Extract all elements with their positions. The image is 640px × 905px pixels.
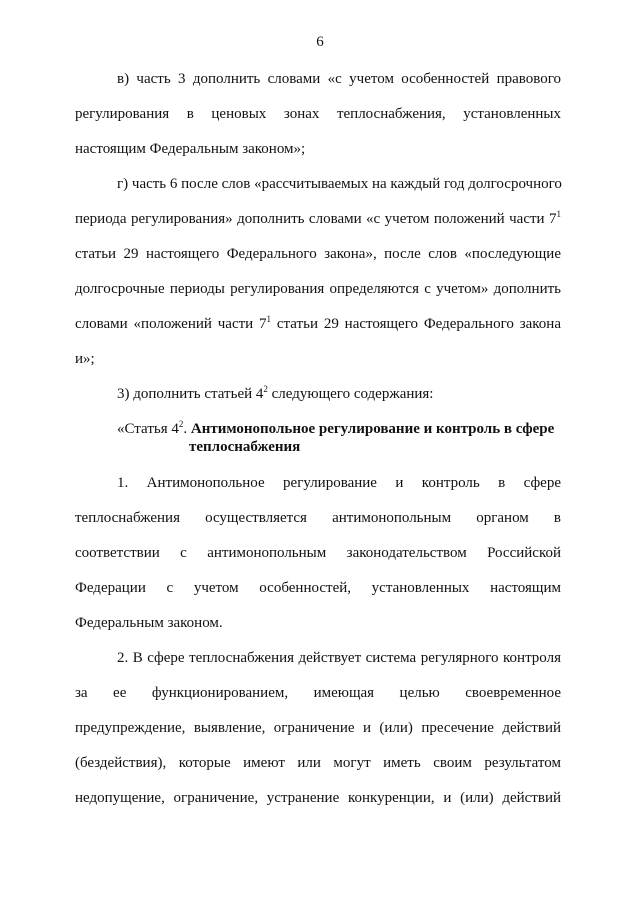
superscript: 1 <box>266 314 272 324</box>
paragraph-g-line-2 <box>75 210 561 228</box>
item-3 <box>117 385 561 403</box>
paragraph-g-line-2-text: периода регулирования» дополнить словами «с учетом положений части 7 <box>75 211 557 227</box>
clause-1-line-2: теплоснабжения осуществляется антимонопольным органом в <box>75 510 561 526</box>
clause-1-line-3: соответствии с антимонопольным законодательством Российской <box>75 545 561 561</box>
article-prefix-end: . <box>183 421 191 437</box>
paragraph-g-line-4: долгосрочные периоды регулирования определяются с учетом» дополнить <box>75 281 561 297</box>
article-heading-line-2: теплоснабжения <box>189 439 301 455</box>
superscript: 2 <box>263 384 268 394</box>
article-heading-line-1 <box>117 420 561 438</box>
clause-2-line-1: 2. В сфере теплоснабжения действует система регулярного контроля <box>117 650 561 666</box>
paragraph-v-line-2: регулирования в ценовых зонах теплоснабжения, установленных <box>75 106 561 122</box>
paragraph-v-line-3: настоящим Федеральным законом»; <box>75 141 306 157</box>
clause-1-line-1: 1. Антимонопольное регулирование и контроль в сфере <box>117 475 561 491</box>
superscript: 2 <box>178 419 184 429</box>
paragraph-g-line-5-a: словами «положений части 7 <box>75 316 267 332</box>
clause-2-line-3: предупреждение, выявление, ограничение и (или) пресечение действий <box>75 720 561 736</box>
clause-1-line-4: Федерации с учетом особенностей, установленных настоящим <box>75 580 561 596</box>
paragraph-g-line-3: статьи 29 настоящего Федерального закона», после слов «последующие <box>75 246 561 262</box>
clause-2-line-5: недопущение, ограничение, устранение конкуренции, и (или) действий <box>75 790 561 806</box>
superscript: 1 <box>556 209 561 219</box>
paragraph-v-line-1: в) часть 3 дополнить словами «с учетом особенностей правового <box>117 71 561 87</box>
paragraph-g-line-6: и»; <box>75 351 95 367</box>
page-number: 6 <box>316 34 324 50</box>
article-title: Антимонопольное регулирование и контроль в сфере <box>190 421 555 437</box>
clause-2-line-2: за ее функционированием, имеющая целью своевременное <box>75 685 561 701</box>
article-prefix: «Статья 4 <box>117 421 179 437</box>
item-3-text-b: следующего содержания: <box>267 386 434 402</box>
clause-2-line-4: (бездействия), которые имеют или могут иметь своим результатом <box>75 755 561 771</box>
paragraph-g-line-1: г) часть 6 после слов «рассчитываемых на каждый год долгосрочного <box>117 176 562 192</box>
clause-1-line-5: Федеральным законом. <box>75 615 223 631</box>
item-3-text-a: 3) дополнить статьей 4 <box>117 386 264 402</box>
paragraph-g-line-5-b: статьи 29 настоящего Федерального закона <box>271 316 561 332</box>
paragraph-g-line-5 <box>75 315 561 333</box>
